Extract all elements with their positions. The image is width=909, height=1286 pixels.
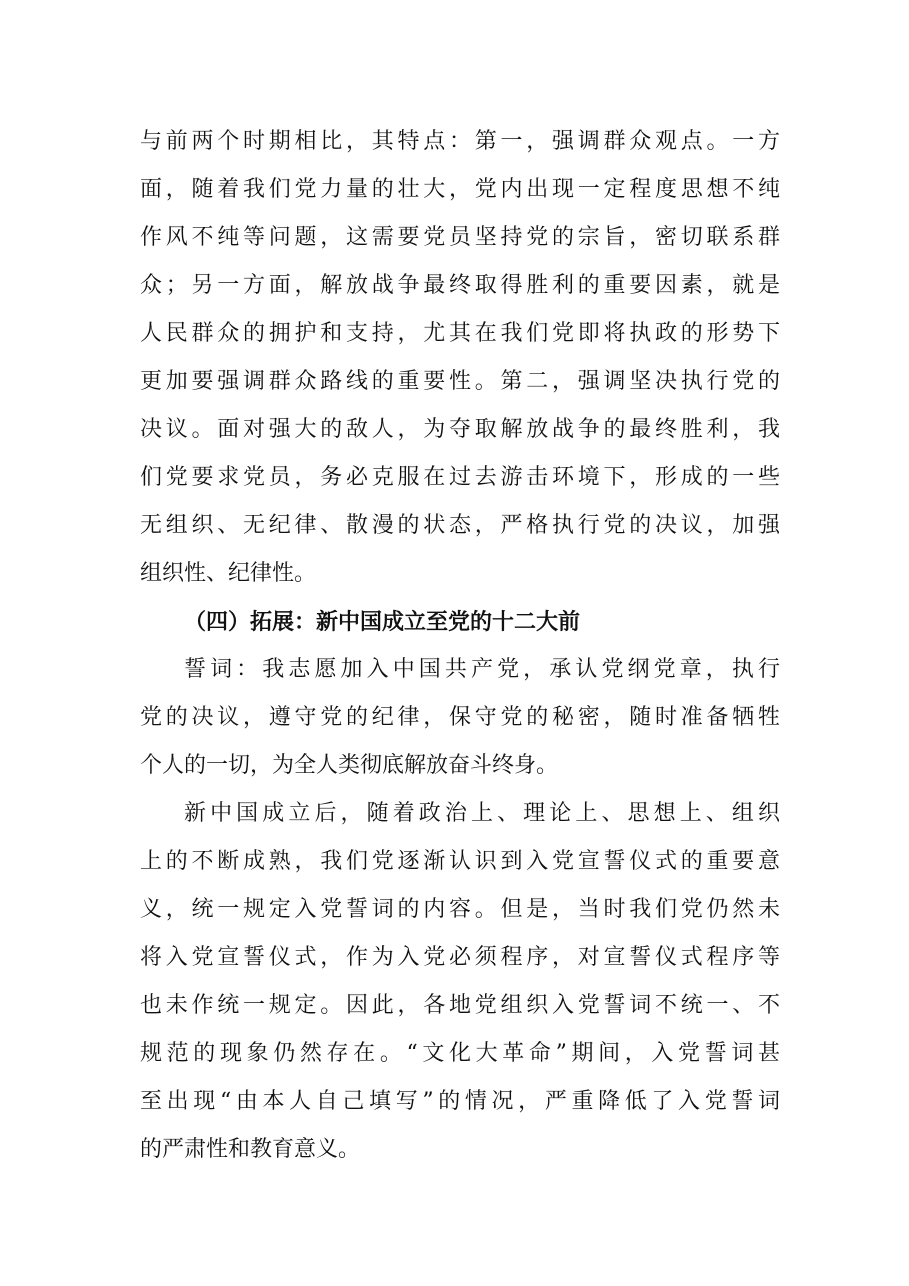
paragraph-2: [140, 646, 780, 790]
paragraph-line: 更加要强调群众路线的重要性。第二，强调坚决执行党的: [140, 369, 780, 394]
paragraph-line: 至出现“由本人自己填写”的情况，严重降低了入党誓词: [140, 1089, 780, 1114]
paragraph-line: 众；另一方面，解放战争最终取得胜利的重要因素，就是: [140, 273, 780, 298]
paragraph-line: 决议。面对强大的敌人，为夺取解放战争的最终胜利，我: [140, 417, 780, 442]
paragraph-line: 将入党宣誓仪式，作为入党必须程序，对宣誓仪式程序等: [140, 945, 780, 970]
paragraph-line: 们党要求党员，务必克服在过去游击环境下，形成的一些: [140, 465, 780, 490]
paragraph-3: [140, 790, 780, 1174]
paragraph-line: 新中国成立后，随着政治上、理论上、思想上、组织: [184, 801, 780, 826]
paragraph-line: 的严肃性和教育意义。: [140, 1137, 361, 1162]
document-body: [140, 118, 780, 1174]
paragraph-1: [140, 118, 780, 598]
paragraph-line: 无组织、无纪律、散漫的状态，严格执行党的决议，加强: [140, 513, 780, 538]
paragraph-line: 也未作统一规定。因此，各地党组织入党誓词不统一、不: [140, 993, 780, 1018]
paragraph-line: 上的不断成熟，我们党逐渐认识到入党宣誓仪式的重要意: [140, 849, 780, 874]
paragraph-line: 誓词：我志愿加入中国共产党，承认党纲党章，执行: [184, 657, 780, 682]
paragraph-line: 组织性、纪律性。: [140, 561, 317, 586]
paragraph-line: 面，随着我们党力量的壮大，党内出现一定程度思想不纯: [140, 177, 780, 202]
paragraph-line: 义，统一规定入党誓词的内容。但是，当时我们党仍然未: [140, 897, 780, 922]
paragraph-line: 与前两个时期相比，其特点：第一，强调群众观点。一方: [140, 129, 780, 154]
section-heading: （四）拓展：新中国成立至党的十二大前: [184, 609, 581, 635]
paragraph-line: 人民群众的拥护和支持，尤其在我们党即将执政的形势下: [140, 321, 780, 346]
paragraph-line: 个人的一切，为全人类彻底解放奋斗终身。: [140, 753, 559, 778]
paragraph-line: 作风不纯等问题，这需要党员坚持党的宗旨，密切联系群: [140, 225, 780, 250]
paragraph-line: 规范的现象仍然存在。“文化大革命”期间，入党誓词甚: [140, 1041, 780, 1066]
paragraph-line: 党的决议，遵守党的纪律，保守党的秘密，随时准备牺牲: [140, 705, 780, 730]
